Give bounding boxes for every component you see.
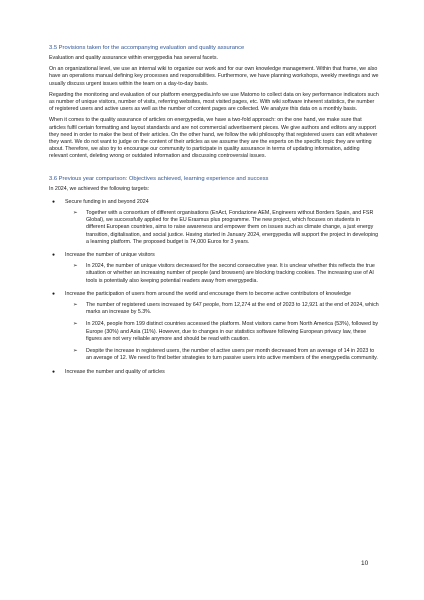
target-detail: [49, 263, 379, 285]
target-detail-text: Together with a consortium of different organisations (EnAct, Fondazione AEM, Engineers without Borders Spain, and FSR Global), we successfully applied for the EU Erasmus plus programme. The new project, which focuses on students in different European countries, aims to raise awareness and empower them on issues such as climate change, a just energy transition, digitalisation, and social justice. Having started in January 2024, energypedia will support the project in developing a learning platform. The proposed budget is 74,000 Euros for 3 years.: [86, 210, 379, 245]
arrow-bullet-icon: ➢: [73, 321, 78, 328]
section-3-5-paragraph-2: On an organizational level, we use an internal wiki to organize our work and for our own knowledge management. Within that frame, we also have an operations manual defining key processes and responsibilities. Furthermore, we have planning workshops, weekly meetings and we usually discuss urgent issues within the team on a day-to-day basis.: [49, 66, 379, 87]
bullet-icon: ●: [52, 368, 56, 375]
target-item-articles: [49, 369, 379, 376]
target-label: Secure funding in and beyond 2024: [65, 198, 149, 205]
target-detail-text: In 2024, people from 199 distinct countries accessed the platform. Most visitors came from North America (53%), followed by Europe (30%) and Asia (11%). However, due to changes in our statistics software following European privacy law, these figures are not very reliable anymore and should be read with caution.: [86, 321, 379, 342]
bullet-icon: ●: [52, 290, 56, 297]
target-item-participation: [49, 291, 379, 298]
arrow-bullet-icon: ➢: [73, 302, 78, 309]
target-label: Increase the number of unique visitors: [65, 252, 155, 259]
target-detail-text: In 2024, the number of unique visitors decreased for the second consecutive year. It is unclear whether this reflects the true situation or whether an increasing number of people (and browsers) are blocking tracking cookies. The increasing use of AI tools is potentially also keeping potential readers away from energypedia.: [86, 263, 375, 284]
page-number: 10: [361, 560, 369, 567]
target-detail-text: Despite the increase in registered users, the number of active users per month decreased from an average of 14 in 2023 to an average of 12. We need to find better strategies to turn passive users into active members of the energypedia community.: [86, 348, 378, 362]
target-label: Increase the participation of users from around the world and encourage them to become active contributors of knowledge: [65, 290, 351, 297]
section-3-5-paragraph-4: When it comes to the quality assurance of articles on energypedia, we have a two-fold approach: on the one hand, we make sure that articles fulfil certain formatting and layout standards and are not commercial advertisement pieces. We give authors and editors any support they need in order to make the best of their articles. On the other hand, we follow the wiki philosophy that registered users can edit whatever they want. We do not want to judge on the content of their articles as we assume they are the experts on the specific topic they are writing about. Therefore, we also try to encourage our community to participate in quality assurance in terms of updating information, adding relevant content, deleting wrong or outdated information and discussing controversial issues.: [49, 117, 378, 160]
target-detail: [49, 321, 379, 343]
arrow-bullet-icon: ➢: [73, 263, 78, 270]
target-label: Increase the number and quality of articles: [65, 368, 165, 375]
section-3-5-paragraph-3: Regarding the monitoring and evaluation of our platform energypedia.info we use Matomo to collect data on key performance indicators such as number of unique visitors, number of visits, referring websites, most visited pages, etc. With wiki software inherent statistics, the number of registered users and active users as well as the number of content pages are collected. We analyze this data on a monthly basis.: [49, 91, 379, 113]
arrow-bullet-icon: ➢: [73, 210, 78, 217]
arrow-bullet-icon: ➢: [73, 348, 78, 355]
target-detail-text: The number of registered users increased by 647 people, from 12,274 at the end of 2023 to 12,921 at the end of 2024, which marks an increase by 5.3%.: [86, 302, 379, 316]
page-content: [49, 44, 379, 380]
target-detail: [49, 210, 379, 246]
section-3-6-heading: 3.6 Previous year comparison: Objectives achieved, learning experience and success: [49, 175, 269, 182]
target-item-visitors: [49, 252, 379, 259]
section-3-6-intro: In 2024, we achieved the following targets:: [49, 185, 150, 192]
section-3-5-heading: 3.5 Provisions taken for the accompanying evaluation and quality assurance: [49, 45, 245, 51]
bullet-icon: ●: [52, 198, 56, 205]
bullet-icon: ●: [52, 252, 56, 259]
target-detail: [49, 348, 379, 362]
target-detail: [49, 302, 379, 316]
section-3-5-paragraph-1: Evaluation and quality assurance within energypedia has several facets.: [49, 55, 219, 61]
target-item-funding: [49, 199, 379, 206]
